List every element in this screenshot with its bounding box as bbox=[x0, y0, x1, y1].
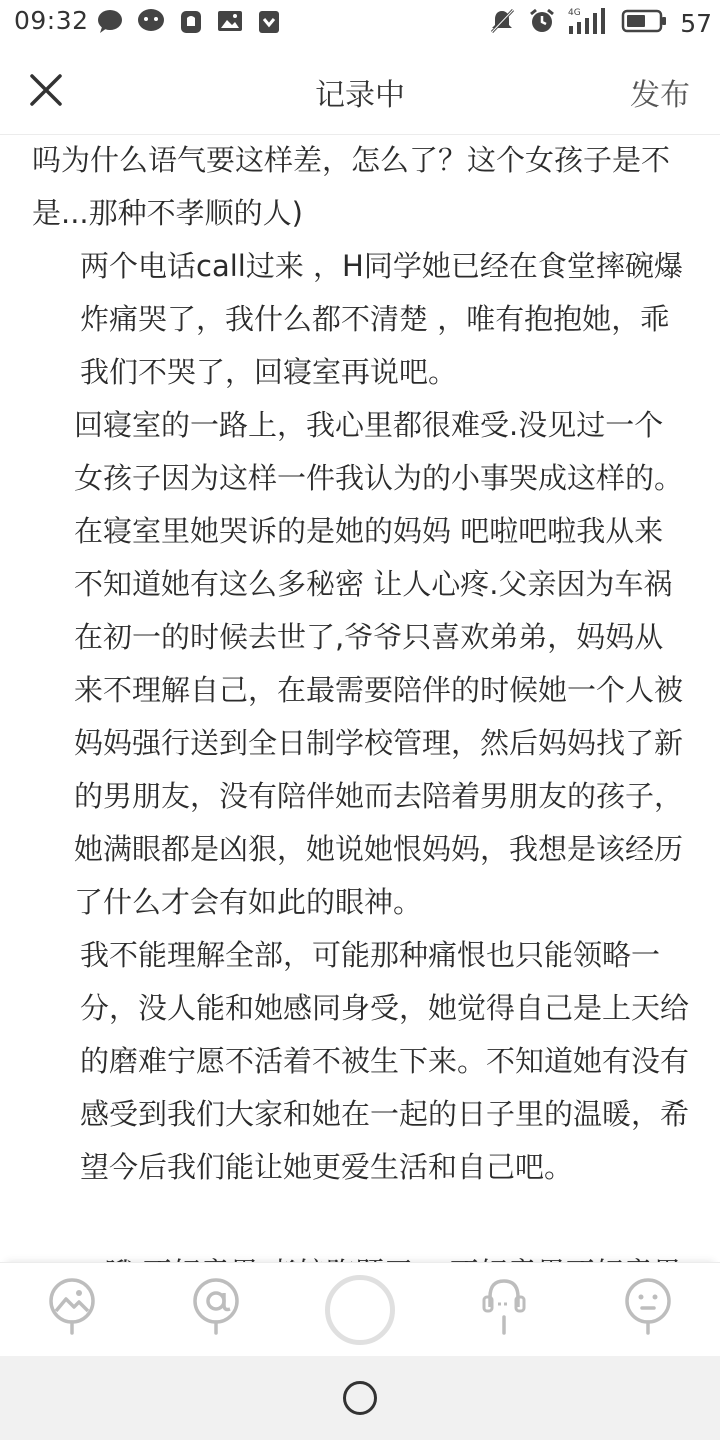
status-bar bbox=[0, 0, 720, 44]
mention-icon bbox=[186, 1273, 246, 1337]
mention-button[interactable] bbox=[186, 1273, 246, 1337]
blank-line bbox=[32, 1194, 690, 1247]
voice-button[interactable] bbox=[474, 1273, 534, 1337]
editor-header bbox=[0, 44, 720, 135]
mute-icon bbox=[488, 7, 516, 39]
close-icon bbox=[26, 70, 66, 110]
notification-icons bbox=[96, 8, 282, 40]
system-icons bbox=[488, 6, 712, 40]
image-icon bbox=[42, 1273, 102, 1337]
status-time: 09:32 bbox=[14, 6, 89, 35]
editor-toolbar bbox=[0, 1262, 720, 1357]
paragraph: 吗为什么语气要这样差，怎么了？这个女孩子是不是...那种不孝顺的人) bbox=[32, 143, 671, 230]
image-icon bbox=[216, 8, 244, 40]
publish-button[interactable]: 发布 bbox=[630, 78, 690, 113]
alarm-icon bbox=[528, 7, 556, 39]
navigation-bar bbox=[0, 1356, 720, 1440]
wechat-icon bbox=[136, 8, 166, 40]
record-button[interactable] bbox=[325, 1275, 395, 1345]
close-button[interactable] bbox=[26, 70, 66, 110]
insert-image-button[interactable] bbox=[42, 1273, 102, 1337]
battery-percent: 57 bbox=[680, 8, 712, 38]
qq-icon bbox=[178, 8, 204, 40]
chat-bubble-icon bbox=[96, 8, 124, 40]
emoji-button[interactable] bbox=[618, 1273, 678, 1337]
paragraph: 两个电话call过来 ，H同学她已经在食堂摔碗爆炸痛哭了，我什么都不清楚 ，唯有抱抱她，乖我们不哭了，回寝室再说吧。 bbox=[80, 249, 683, 389]
shield-icon bbox=[256, 8, 282, 40]
signal-4g-icon bbox=[568, 6, 610, 40]
voice-icon bbox=[474, 1273, 534, 1337]
paragraph: 我不能理解全部，可能那种痛恨也只能领略一分，没人能和她感同身受，她觉得自己是上天给的磨难宁愿不活着不被生下来。不知道她有没有感受到我们大家和她在一起的日子里的温暖，希望今后我们能让她更爱生活和自己吧。 bbox=[80, 938, 690, 1184]
svg-text:4G: 4G bbox=[568, 8, 581, 18]
page-title: 记录中 bbox=[315, 78, 405, 113]
home-button[interactable] bbox=[343, 1381, 377, 1415]
emoji-icon bbox=[618, 1273, 678, 1337]
editor-content[interactable] bbox=[32, 134, 690, 1262]
battery-icon bbox=[622, 9, 668, 37]
paragraph: 回寝室的一路上，我心里都很难受.没见过一个女孩子因为这样一件我认为的小事哭成这样的。在寝室里她哭诉的是她的妈妈 吧啦吧啦我从来不知道她有这么多秘密 让人心疼.父亲因为车祸在初一的时候去世了,爷爷只喜欢弟弟，妈妈从来不理解自己，在最需要陪伴的时候她一个人被妈妈强行送到全日制学校管理，然后妈妈找了新的男朋友，没有陪伴她而去陪着男朋友的孩子，她满眼都是凶狠，她说她恨妈妈，我想是该经历了什么才会有如此的眼神。 bbox=[74, 408, 684, 919]
